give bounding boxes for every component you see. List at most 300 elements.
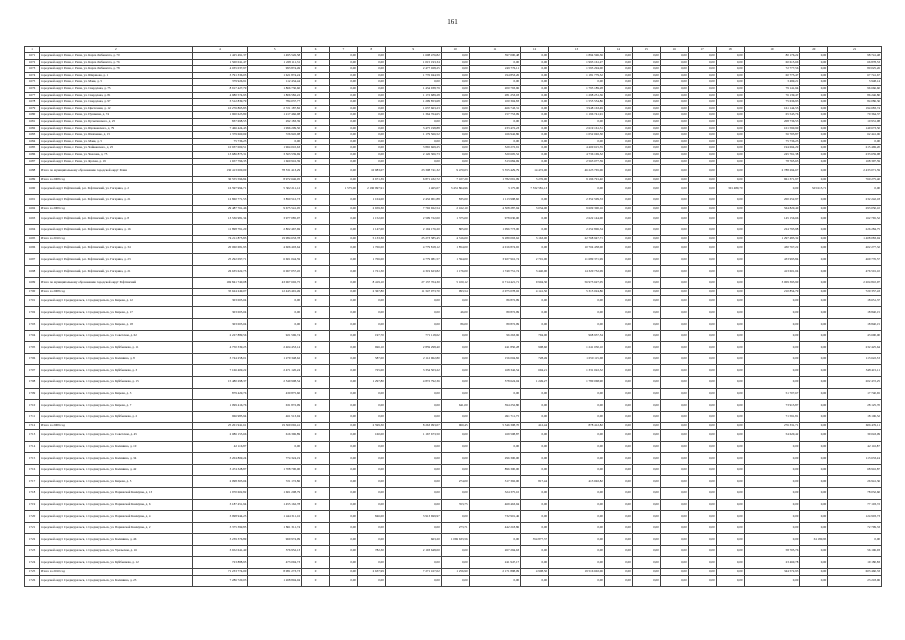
value-cell: 0 [302, 105, 330, 112]
value-cell: 0,00 [441, 330, 469, 342]
value-cell: 461 513,94 [248, 411, 302, 423]
row-number: 1719 [25, 499, 40, 511]
value-cell: 0,00 [688, 224, 716, 236]
address-cell: городской округ Среднеуральск, г. Среднеуральск, ул. Парижской Коммуны, д. 2 [40, 522, 192, 534]
value-cell: 0,00 [604, 125, 632, 132]
table-row [25, 125, 882, 132]
value-cell: 5 100,12 [441, 277, 469, 289]
value-cell: 0,00 [800, 99, 828, 106]
table-row [25, 165, 882, 177]
value-cell: 0,00 [441, 99, 469, 106]
value-cell: 0,00 [716, 575, 744, 587]
value-cell: 0,00 [688, 112, 716, 119]
value-cell: 0,00 [604, 376, 632, 388]
value-cell: 0,00 [329, 254, 357, 266]
address-cell: Итого за 2010 год [40, 569, 192, 576]
value-cell: 529 272,91 [469, 145, 521, 152]
value-cell: 0,00 [716, 138, 744, 145]
value-cell: 0,00 [357, 85, 385, 92]
table-row [25, 206, 882, 213]
value-cell: 0,00 [357, 59, 385, 66]
value-cell: 0,00 [800, 295, 828, 307]
value-cell: 0,00 [441, 411, 469, 423]
value-cell: 6 871 432,72 [385, 176, 441, 183]
table-row [25, 118, 882, 125]
value-cell: 0,00 [329, 511, 357, 523]
row-number: 1708 [25, 376, 40, 388]
row-number: 1709 [25, 388, 40, 400]
value-cell: 0,00 [660, 118, 688, 125]
row-number: 1715 [25, 453, 40, 465]
value-cell: 25 273 385,45 [385, 236, 441, 243]
value-cell: 3 175,00 [469, 183, 521, 195]
row-number: 1718 [25, 487, 40, 499]
value-cell: 9 609 300,16 [549, 206, 605, 213]
value-cell: 5 302 211,12 [248, 183, 302, 195]
value-cell: 0,00 [329, 59, 357, 66]
value-cell: 0,00 [632, 92, 660, 99]
address-cell: городской округ Среднеуральск, г. Среднеуральск, ул. Калинина, д. 10 [40, 441, 192, 453]
value-cell: 0,00 [604, 59, 632, 66]
value-cell: 1 861 311,74 [248, 522, 302, 534]
value-cell: 0,00 [357, 400, 385, 412]
value-cell: 641,00 [441, 400, 469, 412]
row-number: 1713 [25, 429, 40, 441]
table-row [25, 307, 882, 319]
value-cell: 112 434,44 [248, 79, 302, 86]
value-cell: 0,00 [329, 429, 357, 441]
value-cell: 0,00 [800, 266, 828, 278]
value-cell: 0,00 [688, 158, 716, 165]
value-cell: 469 463,94 [469, 499, 521, 511]
column-header: 18 [716, 47, 744, 53]
value-cell: 0,00 [660, 206, 688, 213]
value-cell: 0,00 [357, 145, 385, 152]
value-cell: 0,00 [357, 453, 385, 465]
value-cell: 0,00 [329, 138, 357, 145]
value-cell: 10 937 000,51 [192, 145, 248, 152]
value-cell: 241 947,17 [469, 557, 521, 569]
value-cell: 0,00 [716, 319, 744, 331]
value-cell: 0 [302, 151, 330, 158]
value-cell: 0,00 [716, 194, 744, 206]
row-number: 1671 [25, 53, 40, 60]
value-cell: 0,00 [660, 194, 688, 206]
value-cell: 1 776 044,59 [385, 72, 441, 79]
table-row [25, 295, 882, 307]
value-cell: 0,00 [329, 319, 357, 331]
value-cell: 0,00 [660, 569, 688, 576]
row-number: 1695 [25, 236, 40, 243]
value-cell: 0,00 [632, 575, 660, 587]
value-cell: 0,00 [329, 79, 357, 86]
value-cell: 7 271 167,02 [385, 569, 441, 576]
value-cell: 2 404 453,14 [248, 342, 302, 354]
value-cell: 0,00 [688, 105, 716, 112]
value-cell: 0,00 [441, 295, 469, 307]
value-cell: 0,00 [660, 289, 688, 296]
value-cell: 0,00 [441, 342, 469, 354]
value-cell: 0,00 [660, 423, 688, 430]
value-cell: 0,00 [604, 224, 632, 236]
value-cell: 46 223 765,06 [549, 165, 605, 177]
table-row [25, 277, 882, 289]
value-cell: 794,00 [521, 330, 549, 342]
value-cell: 0,00 [329, 569, 357, 576]
value-cell: 0 [302, 534, 330, 546]
value-cell: 0,00 [716, 545, 744, 557]
address-cell: городской округ Среднеуральск, г. Среднеуральск, ул. Уральская, д. 16 [40, 545, 192, 557]
value-cell: 0,00 [441, 429, 469, 441]
value-cell: 5 133,30 [357, 236, 385, 243]
value-cell: 4 035 037,97 [192, 66, 248, 73]
value-cell: 0,00 [716, 242, 744, 254]
value-cell: 1 465,07 [385, 183, 441, 195]
value-cell: 0,00 [660, 330, 688, 342]
value-cell: 0 [302, 66, 330, 73]
value-cell: 86 246,80 [828, 92, 882, 99]
address-cell: городской округ Рефтинский, р.п. Рефтинский, ул. Гагарина, д. 8 [40, 213, 192, 225]
value-cell: 0 [302, 511, 330, 523]
value-cell: 26 941,36 [828, 476, 882, 488]
value-cell: 0,00 [521, 118, 549, 125]
value-cell: 2 477 028,25 [385, 66, 441, 73]
value-cell: 0,00 [660, 388, 688, 400]
value-cell: 245 761,38 [744, 151, 800, 158]
value-cell: 4 736 169,52 [549, 151, 605, 158]
value-cell: 0,00 [660, 453, 688, 465]
value-cell: 0,00 [688, 511, 716, 523]
value-cell: 0,00 [329, 206, 357, 213]
value-cell: 0,00 [632, 423, 660, 430]
value-cell: 0,00 [441, 92, 469, 99]
value-cell: 896 300,00 [469, 464, 521, 476]
value-cell: 0 [302, 213, 330, 225]
table-row [25, 53, 882, 60]
value-cell: 0 [302, 307, 330, 319]
value-cell: 10 704 458,00 [549, 242, 605, 254]
value-cell: 0,00 [604, 79, 632, 86]
value-cell: 1 172 689,28 [385, 92, 441, 99]
value-cell: 835,00 [441, 194, 469, 206]
value-cell: 0,00 [660, 319, 688, 331]
address-cell: городской округ Реша, г. Реша, ул. Карла Либкнехта, д. 78 [40, 66, 192, 73]
value-cell: 2 194 176,20 [385, 224, 441, 236]
value-cell: 74 211 875,83 [192, 236, 248, 243]
value-cell: 2 193 648,00 [385, 545, 441, 557]
value-cell: 413 601,04 [744, 266, 800, 278]
value-cell: 9 904,30 [521, 277, 549, 289]
value-cell: 8 263 093,07 [385, 423, 441, 430]
value-cell: 0,00 [357, 118, 385, 125]
value-cell: 3 652 641,40 [192, 545, 248, 557]
address-cell: городской округ Рефтинский, р.п. Рефтинский, ул. Гагарина, д. 23 [40, 254, 192, 266]
value-cell: 0,00 [521, 522, 549, 534]
value-cell: 0,00 [632, 59, 660, 66]
value-cell: 0,00 [329, 487, 357, 499]
table-row [25, 365, 882, 377]
value-cell: 0,00 [329, 132, 357, 139]
value-cell: 0,00 [248, 307, 302, 319]
value-cell: 0,00 [716, 423, 744, 430]
value-cell: 0,00 [549, 411, 605, 423]
value-cell: 113 622,33 [828, 353, 882, 365]
column-header: 13 [549, 47, 605, 53]
value-cell: 0,00 [660, 464, 688, 476]
table-row [25, 511, 882, 523]
value-cell: 0,00 [329, 266, 357, 278]
table-row [25, 575, 882, 587]
value-cell: 0 [302, 569, 330, 576]
row-number: 1689 [25, 176, 40, 183]
value-cell: 0,00 [521, 79, 549, 86]
value-cell: 0,00 [357, 53, 385, 60]
value-cell: 846,00 [357, 511, 385, 523]
value-cell: 0,00 [688, 569, 716, 576]
value-cell: 0,00 [357, 105, 385, 112]
value-cell: 11 898 791,20 [192, 224, 248, 236]
value-cell: 0,00 [604, 487, 632, 499]
value-cell: 9 470,03 [441, 165, 469, 177]
table-row [25, 289, 882, 296]
row-number: 1696 [25, 242, 40, 254]
value-cell: 1 594,00 [441, 254, 469, 266]
value-cell: 0,00 [549, 79, 605, 86]
value-cell: 0,00 [716, 72, 744, 79]
address-cell: городской округ Реша, г. Реша, ул. Маяк, д. 5 [40, 79, 192, 86]
column-header: 14 [604, 47, 632, 53]
value-cell: 2 859 298,40 [385, 342, 441, 354]
value-cell: 0,00 [521, 319, 549, 331]
value-cell: 2 367,80 [357, 289, 385, 296]
table-row [25, 242, 882, 254]
value-cell: 23 218,96 [828, 575, 882, 587]
value-cell: 0,00 [688, 499, 716, 511]
value-cell: 303 005,04 [192, 319, 248, 331]
value-cell: 23 460,78 [744, 557, 800, 569]
row-number: 1686 [25, 151, 40, 158]
value-cell: 0,00 [632, 400, 660, 412]
value-cell: 30 555 596,84 [192, 176, 248, 183]
value-cell: 0 [302, 85, 330, 92]
address-cell: городской округ Реша, г. Реша, ул. Свердлова, д. 81 [40, 92, 192, 99]
address-cell: городской округ Реша, г. Реша, ул. Чкалова, д. 75 [40, 151, 192, 158]
value-cell: 0,00 [604, 569, 632, 576]
value-cell: 379 926,91 [192, 79, 248, 86]
value-cell: 0 [302, 72, 330, 79]
value-cell: 0,00 [688, 176, 716, 183]
value-cell: 1 780 068,90 [549, 376, 605, 388]
value-cell: 0,00 [329, 151, 357, 158]
page-number: 161 [447, 18, 458, 26]
value-cell: 0,00 [385, 411, 441, 423]
value-cell: 0,00 [441, 464, 469, 476]
value-cell: 0,00 [716, 105, 744, 112]
value-cell: 168 342,54 [469, 365, 521, 377]
value-cell: 0,00 [329, 145, 357, 152]
value-cell: 0,00 [549, 138, 605, 145]
value-cell: 0,00 [716, 151, 744, 158]
value-cell: 1 601 208,79 [248, 487, 302, 499]
address-cell: городской округ Рефтинский, р.п. Рефтинский, ул. Гагарина, д. 2 [40, 183, 192, 195]
column-header: 15 [632, 47, 660, 53]
value-cell: 412,44 [521, 423, 549, 430]
value-cell: 0,00 [828, 534, 882, 546]
value-cell: 0,00 [469, 534, 521, 546]
value-cell: 0,00 [357, 132, 385, 139]
value-cell: 2 563 077,59 [549, 158, 605, 165]
value-cell: 0,00 [660, 487, 688, 499]
value-cell: 0,00 [716, 92, 744, 99]
row-number: 1704 [25, 330, 40, 342]
value-cell: 2 671,39 [357, 176, 385, 183]
address-cell: городской округ Среднеуральск, г. Среднеуральск, ул. Куйбышева, д. 3 [40, 365, 192, 377]
value-cell: 0,00 [632, 277, 660, 289]
value-cell: 0,00 [441, 53, 469, 60]
table-row [25, 453, 882, 465]
table-row [25, 411, 882, 423]
value-cell: 603 460,33 [828, 569, 882, 576]
value-cell: 0,00 [521, 66, 549, 73]
value-cell: 0,00 [716, 206, 744, 213]
value-cell: 0,00 [604, 99, 632, 106]
table-row [25, 376, 882, 388]
value-cell: 0 [302, 165, 330, 177]
address-cell: городской округ Реша, г. Реша, ул. Бусыгинского, д. 25 [40, 118, 192, 125]
value-cell: 0,00 [441, 132, 469, 139]
value-cell: 0,00 [329, 112, 357, 119]
value-cell: 0,00 [688, 522, 716, 534]
value-cell: 0,00 [441, 511, 469, 523]
value-cell: 0,00 [521, 194, 549, 206]
value-cell: 0,00 [688, 236, 716, 243]
value-cell: 0,00 [632, 441, 660, 453]
value-cell: 0,00 [604, 411, 632, 423]
value-cell: 22 768 947,71 [549, 236, 605, 243]
value-cell: 0,00 [716, 476, 744, 488]
address-cell: городской округ Среднеуральск, г. Среднеуральск, ул. Парижской Коммуны, д. 6 [40, 499, 192, 511]
value-cell: 0,00 [329, 353, 357, 365]
value-cell: 0,00 [521, 441, 549, 453]
value-cell: 0,00 [744, 487, 800, 499]
value-cell: 1 455 162,78 [248, 499, 302, 511]
value-cell: 0,00 [329, 453, 357, 465]
value-cell: 0,00 [632, 453, 660, 465]
value-cell: 101 590,90 [744, 125, 800, 132]
value-cell: 0,00 [716, 453, 744, 465]
value-cell: 4 908,50 [521, 569, 549, 576]
row-number: 1723 [25, 545, 40, 557]
row-number: 1677 [25, 92, 40, 99]
value-cell: 0,00 [604, 176, 632, 183]
value-cell: 0,00 [688, 534, 716, 546]
table-row [25, 330, 882, 342]
value-cell: 5 346 308,70 [469, 423, 521, 430]
value-cell: 0,00 [716, 511, 744, 523]
value-cell: 0,00 [385, 557, 441, 569]
value-cell: 0,00 [357, 388, 385, 400]
value-cell: 0,00 [716, 522, 744, 534]
value-cell: 0,00 [716, 236, 744, 243]
value-cell: 0,00 [688, 441, 716, 453]
table-row [25, 353, 882, 365]
address-cell: городской округ Рефтинский, р.п. Рефтинский, ул. Гагарина, д. 21 [40, 194, 192, 206]
value-cell: 0,00 [716, 400, 744, 412]
column-header: 20 [800, 47, 828, 53]
value-cell: 0,00 [248, 295, 302, 307]
value-cell: 0,00 [604, 254, 632, 266]
value-cell: 723 888,95 [192, 557, 248, 569]
table-row [25, 194, 882, 206]
value-cell: 0,00 [660, 307, 688, 319]
value-cell: 0,00 [329, 213, 357, 225]
value-cell: 0,00 [385, 388, 441, 400]
value-cell: 0,00 [800, 557, 828, 569]
value-cell: 1 575,00 [329, 183, 357, 195]
address-cell: городской округ Рефтинский, р.п. Рефтинский, ул. Гагарина, д. 16 [40, 224, 192, 236]
value-cell: 726 945,98 [248, 132, 302, 139]
value-cell: 0 [302, 79, 330, 86]
value-cell: 0,00 [688, 342, 716, 354]
value-cell: 0,00 [329, 224, 357, 236]
value-cell: 14 472,00 [521, 165, 549, 177]
column-header: 1 [25, 47, 40, 53]
value-cell: 18 840,15 [828, 307, 882, 319]
row-number: 1673 [25, 66, 40, 73]
row-number: 1678 [25, 99, 40, 106]
value-cell: 0,00 [800, 92, 828, 99]
value-cell: 78 765,63 [744, 158, 800, 165]
value-cell: 993,54 [441, 289, 469, 296]
value-cell: 0,00 [632, 158, 660, 165]
value-cell: 0,00 [329, 557, 357, 569]
value-cell: 6 714 421,71 [469, 277, 521, 289]
value-cell: 79 141,94 [744, 85, 800, 92]
value-cell: 3 475 198,88 [385, 125, 441, 132]
value-cell: 46,00 [441, 307, 469, 319]
value-cell: 0,00 [660, 183, 688, 195]
table-row [25, 569, 882, 576]
value-cell: 10 983,07 [357, 165, 385, 177]
value-cell: 0,00 [329, 66, 357, 73]
value-cell: 313 684,69 [469, 158, 521, 165]
table-row [25, 176, 882, 183]
value-cell: 232 242,18 [828, 194, 882, 206]
value-cell: 0,00 [660, 400, 688, 412]
value-cell: 0 [302, 112, 330, 119]
value-cell: 233 472,23 [469, 125, 521, 132]
value-cell: 0 [302, 132, 330, 139]
value-cell: 0,00 [660, 125, 688, 132]
table-row [25, 319, 882, 331]
value-cell: 274,00 [441, 476, 469, 488]
value-cell: 0,00 [357, 487, 385, 499]
value-cell: 0,00 [632, 522, 660, 534]
value-cell: 0,00 [632, 295, 660, 307]
value-cell: 0,00 [688, 53, 716, 60]
value-cell: 0,00 [357, 125, 385, 132]
value-cell: 89 872,99 [469, 319, 521, 331]
value-cell: 0,00 [329, 342, 357, 354]
value-cell: 0,00 [800, 79, 828, 86]
value-cell: 18 840,15 [828, 319, 882, 331]
value-cell: 39 043,09 [828, 429, 882, 441]
value-cell: 0,00 [632, 476, 660, 488]
value-cell: 3 034,00 [521, 206, 549, 213]
value-cell: 42 116,87 [192, 441, 248, 453]
row-number: 1705 [25, 342, 40, 354]
value-cell: 26 635 622,75 [192, 266, 248, 278]
